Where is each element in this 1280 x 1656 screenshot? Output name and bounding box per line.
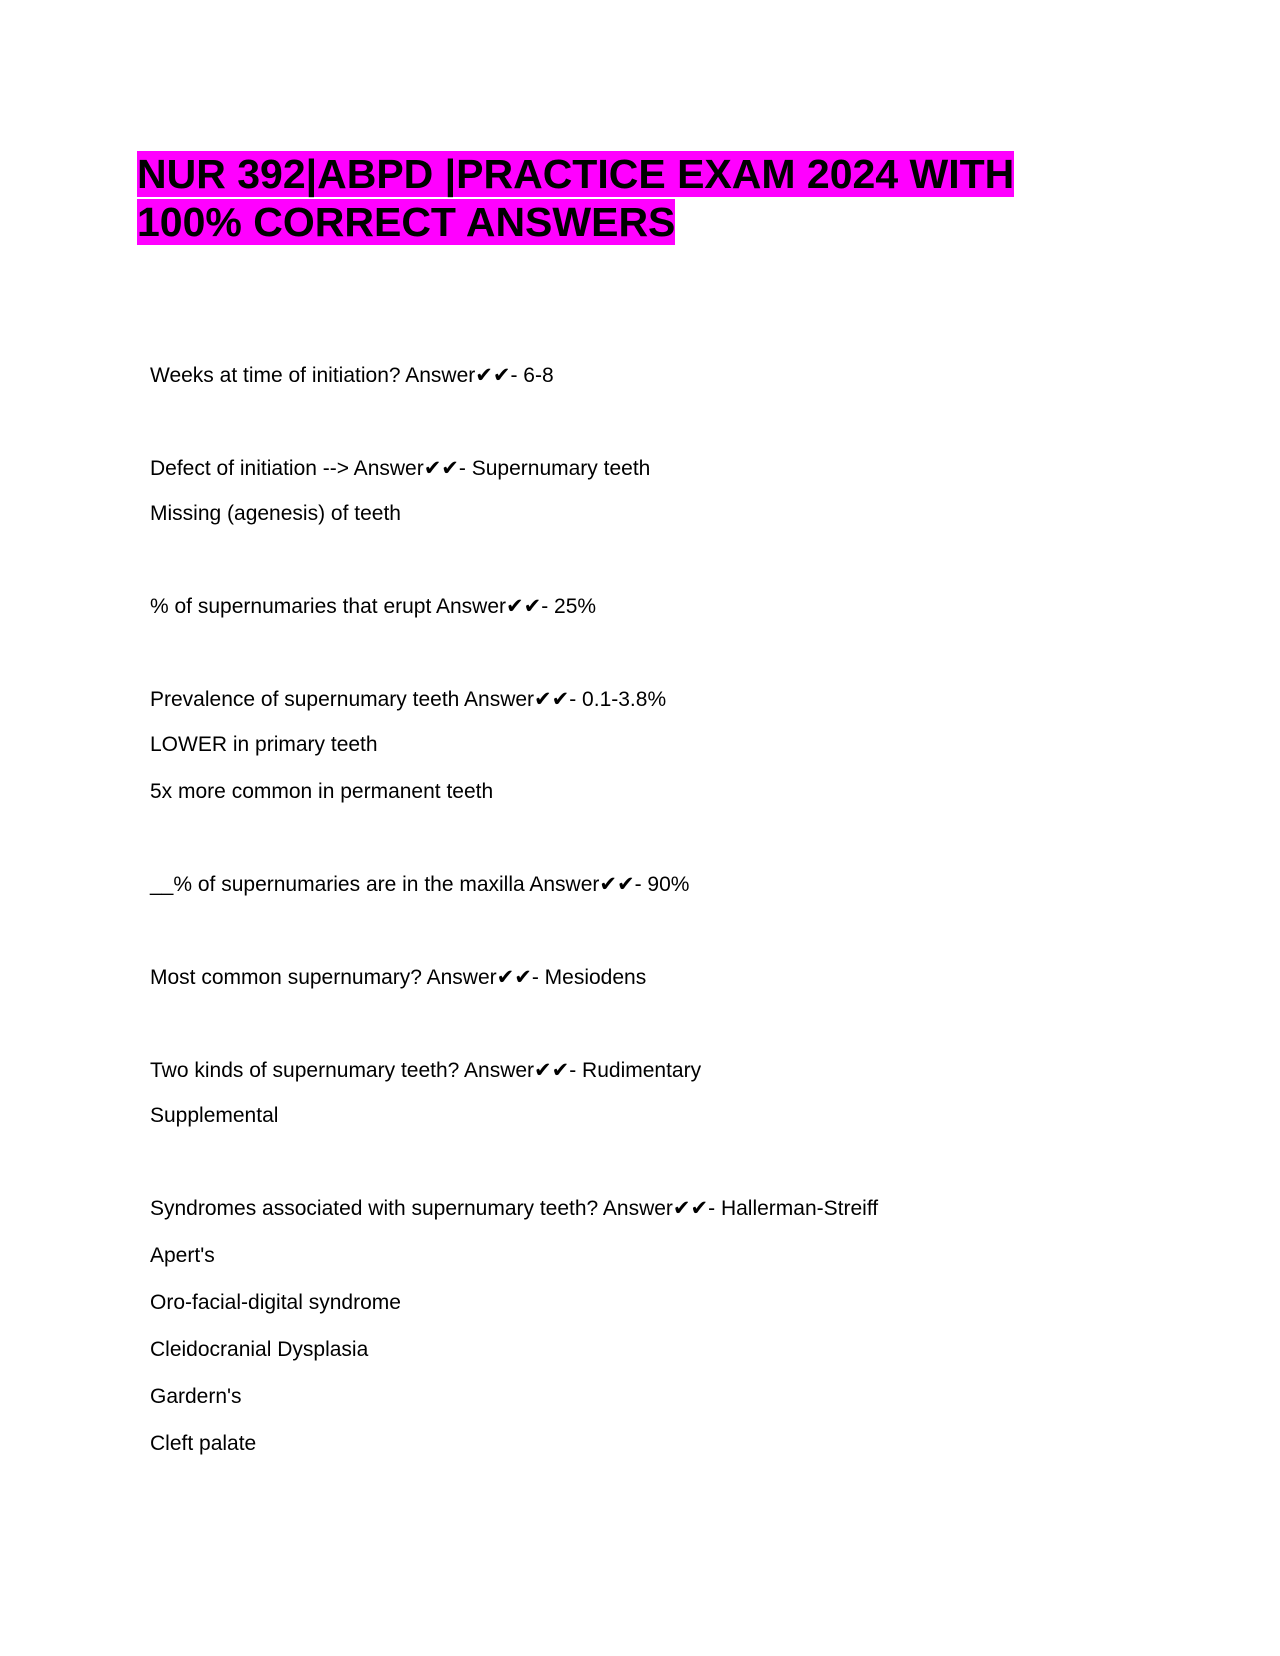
qa-line: Weeks at time of initiation? Answer✔✔- 6-8 bbox=[150, 364, 554, 387]
qa-line: Missing (agenesis) of teeth bbox=[150, 502, 401, 525]
qa-line: Defect of initiation --> Answer✔✔- Supernumary teeth bbox=[150, 457, 651, 480]
title-line-1: NUR 392|ABPD |PRACTICE EXAM 2024 WITH bbox=[137, 151, 1015, 197]
qa-line: Supplemental bbox=[150, 1104, 279, 1127]
qa-line: __% of supernumaries are in the maxilla Answer✔✔- 90% bbox=[150, 873, 690, 896]
qa-line: LOWER in primary teeth bbox=[150, 733, 378, 756]
qa-line: % of supernumaries that erupt Answer✔✔- 25% bbox=[150, 595, 597, 618]
qa-line: 5x more common in permanent teeth bbox=[150, 780, 494, 803]
qa-line: Most common supernumary? Answer✔✔- Mesiodens bbox=[150, 966, 647, 989]
qa-line: Gardern's bbox=[150, 1385, 242, 1408]
qa-line: Cleft palate bbox=[150, 1432, 257, 1455]
qa-line: Syndromes associated with supernumary teeth? Answer✔✔- Hallerman-Streiff bbox=[150, 1197, 879, 1220]
document-title bbox=[137, 150, 1137, 246]
qa-line: Two kinds of supernumary teeth? Answer✔✔- Rudimentary bbox=[150, 1059, 702, 1082]
qa-line: Prevalence of supernumary teeth Answer✔✔- 0.1-3.8% bbox=[150, 688, 667, 711]
title-line-2: 100% CORRECT ANSWERS bbox=[137, 199, 676, 245]
qa-line: Oro-facial-digital syndrome bbox=[150, 1291, 401, 1314]
qa-line: Apert's bbox=[150, 1244, 215, 1267]
qa-line: Cleidocranial Dysplasia bbox=[150, 1338, 369, 1361]
